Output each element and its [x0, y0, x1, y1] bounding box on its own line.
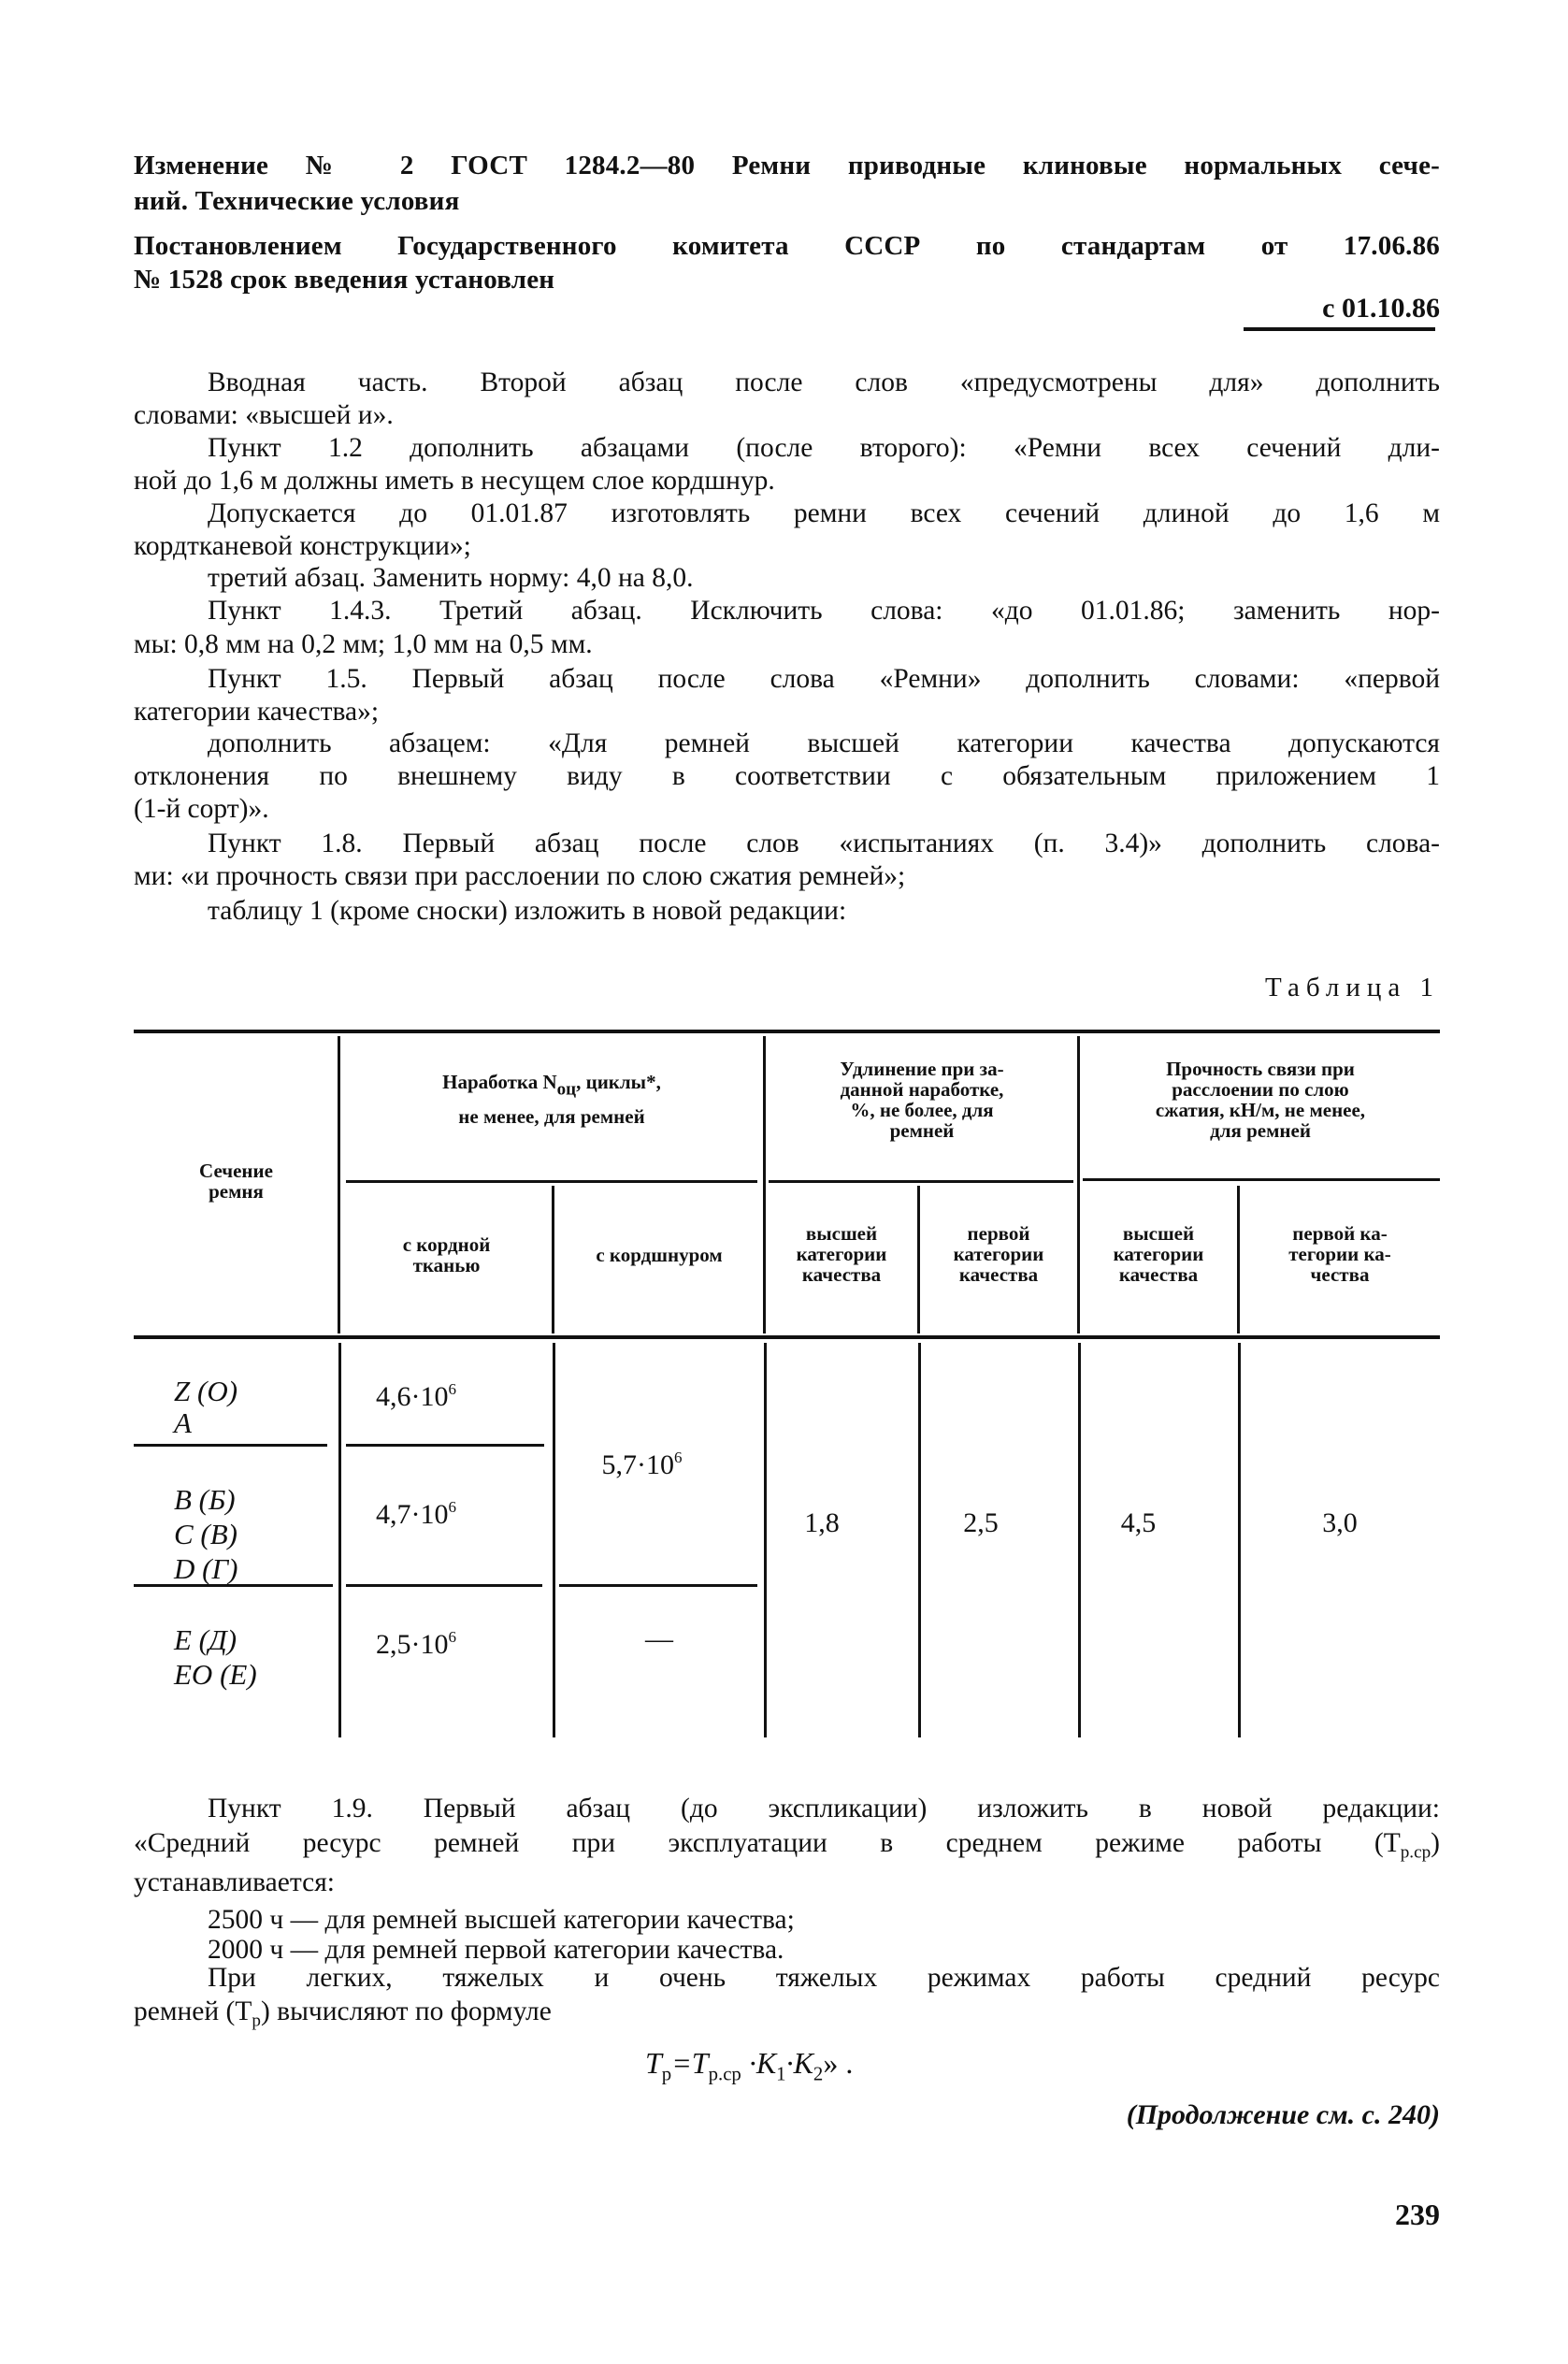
table-row-sections [174, 1622, 257, 1692]
col-line [918, 1343, 921, 1737]
header-str-highest [1080, 1223, 1237, 1285]
body-line [134, 1827, 1440, 1863]
continuation-note: (Продолжение см. с. 240) [1126, 2099, 1440, 2130]
runtime-label-sub: оц [556, 1079, 577, 1100]
body-line: Пункт 1.8. Первый абзац после слов «испытаниях (п. 3.4)» дополнить слова- [208, 829, 1440, 858]
effective-date: с 01.10.86 [1322, 293, 1440, 324]
section-label: A [174, 1406, 192, 1439]
text: ремней (T [134, 1996, 252, 2026]
decree-line2: № 1528 срок введения установлен [134, 265, 555, 295]
body-line: Пункт 1.5. Первый абзац после слова «Ремни» дополнить словами: «первой [208, 664, 1440, 694]
row-separator [346, 1584, 542, 1587]
header-str-first [1240, 1223, 1440, 1285]
header-line: высшей [805, 1222, 878, 1245]
col-line [763, 1036, 766, 1333]
decree-line1: Постановлением Государственного комитета СССР по стандартам от 17.06.86 [134, 231, 1440, 261]
str-first-value: 3,0 [1322, 1507, 1358, 1538]
value-base: 2,5·10 [376, 1629, 449, 1660]
header-line: качества [958, 1263, 1039, 1286]
formula-part: ·K [748, 2046, 777, 2080]
header-line: тканью [412, 1254, 481, 1276]
body-line: 2500 ч — для ремней высшей категории качества; [208, 1905, 795, 1935]
section-label: D (Г) [174, 1552, 238, 1585]
body-line: ной до 1,6 м должны иметь в несущем слое кордшнур. [134, 466, 775, 496]
cord-fabric-value [341, 1374, 491, 1413]
cord-cord-value-dash: — [645, 1623, 673, 1654]
header-line: чества [1310, 1263, 1370, 1286]
header-line: высшей [1122, 1222, 1195, 1245]
header-runtime-line1 [341, 1069, 762, 1103]
header-line: с кордной [402, 1233, 491, 1256]
formula-part: =T [671, 2046, 709, 2080]
section-label: B (Б) [174, 1483, 236, 1516]
value-exp: 6 [674, 1449, 683, 1466]
col-line [338, 1036, 340, 1333]
header-line: Удлинение при за- [840, 1058, 1004, 1080]
header-section-line: Сечение [199, 1160, 273, 1182]
formula-sub: р.ср [708, 2063, 741, 2085]
header-line: категории [1113, 1243, 1204, 1265]
amendment-title-line1: Изменение № 2 ГОСТ 1284.2—80 Ремни приводные клиновые нормальных сече- [134, 151, 1440, 180]
text: ) [1431, 1828, 1440, 1858]
body-line: Вводная часть. Второй абзац после слов «предусмотрены для» дополнить [208, 368, 1440, 397]
col-line [552, 1186, 554, 1333]
header-divider-strength [1083, 1178, 1440, 1181]
subscript: р.ср [1400, 1842, 1431, 1863]
header-line: качества [1118, 1263, 1199, 1286]
header-line: для ремней [1210, 1119, 1311, 1142]
col-line [553, 1343, 555, 1737]
page-number: 239 [1395, 2198, 1440, 2231]
header-line: ремней [889, 1119, 955, 1142]
header-section-line: ремня [209, 1180, 264, 1203]
header-runtime-group [341, 1069, 762, 1130]
table-row-sections [174, 1482, 237, 1586]
str-highest-value: 4,5 [1120, 1507, 1157, 1538]
body-line: кордтканевой конструкции»; [134, 531, 471, 561]
value-base: 5,7·10 [601, 1449, 674, 1480]
row-separator [559, 1584, 757, 1587]
body-line: мы: 0,8 мм на 0,2 мм; 1,0 мм на 0,5 мм. [134, 629, 593, 659]
body-line: дополнить абзацем: «Для ремней высшей категории качества допускаются [208, 728, 1440, 758]
header-line: сжатия, кН/м, не менее, [1155, 1099, 1366, 1121]
amendment-title-line2: ний. Технические условия [134, 186, 460, 216]
body-line: словами: «высшей и». [134, 400, 394, 430]
col-line [764, 1343, 767, 1737]
body-line: 2000 ч — для ремней первой категории качества. [208, 1935, 784, 1965]
header-cord-cord [555, 1245, 763, 1265]
header-runtime-line2: не менее, для ремней [458, 1104, 645, 1128]
text: ) вычисляют по формуле [260, 1996, 552, 2026]
header-strength-group [1081, 1059, 1440, 1141]
value-exp: 6 [448, 1380, 456, 1398]
header-line: расслоении по слою [1172, 1078, 1349, 1101]
header-cord-fabric [341, 1234, 552, 1276]
formula [645, 2046, 853, 2085]
section-label: EO (E) [174, 1658, 257, 1691]
header-divider-runtime [346, 1180, 757, 1183]
row-separator [134, 1444, 327, 1447]
row-separator [346, 1444, 544, 1447]
runtime-label-tail: , циклы*, [576, 1071, 661, 1093]
header-line: первой [967, 1222, 1030, 1245]
header-elong-first [920, 1223, 1077, 1285]
body-line: ми: «и прочность связи при расслоении по слою сжатия ремней»; [134, 861, 906, 891]
formula-sub: 2 [813, 2063, 824, 2085]
effective-date-underline [1244, 327, 1435, 331]
table-header-bottom-rule [134, 1335, 1440, 1339]
value-exp: 6 [448, 1498, 456, 1516]
formula-part: ·K [785, 2046, 813, 2080]
header-elongation-group [767, 1059, 1077, 1141]
section-label: Z (O) [174, 1375, 238, 1407]
header-line: категории [796, 1243, 887, 1265]
body-line [134, 1996, 1440, 2031]
header-section [136, 1160, 337, 1202]
value-exp: 6 [448, 1628, 456, 1646]
header-line: качества [801, 1263, 882, 1286]
header-line: первой ка- [1292, 1222, 1388, 1245]
header-line: данной наработке, [840, 1078, 1004, 1101]
formula-sub: р [661, 2063, 672, 2085]
col-line [1238, 1343, 1241, 1737]
formula-sub: 1 [776, 2063, 786, 2085]
formula-part: » . [823, 2046, 854, 2080]
header-line: тегории ка- [1288, 1243, 1391, 1265]
table-top-rule [134, 1030, 1440, 1033]
body-line: Допускается до 01.01.87 изготовлять ремни всех сечений длиной до 1,6 м [208, 498, 1440, 528]
runtime-label: Наработка N [442, 1071, 557, 1093]
table-title: Таблица 1 [1264, 973, 1440, 1002]
header-line: с кордшнуром [596, 1244, 723, 1266]
formula-part: T [645, 2046, 662, 2080]
body-line: Пункт 1.2 дополнить абзацами (после второго): «Ремни всех сечений дли- [208, 433, 1440, 463]
body-line: Пункт 1.4.3. Третий абзац. Исключить слова: «до 01.01.86; заменить нор- [208, 596, 1440, 626]
header-divider-elongation [769, 1180, 1073, 1183]
body-line: третий абзац. Заменить норму: 4,0 на 8,0. [208, 563, 694, 593]
body-line: категории качества»; [134, 697, 380, 727]
cord-fabric-value [341, 1622, 491, 1661]
section-label: C (В) [174, 1518, 238, 1550]
col-line [1078, 1343, 1081, 1737]
value-base: 4,7·10 [376, 1499, 449, 1530]
col-line [1077, 1036, 1080, 1333]
header-line: %, не более, для [850, 1099, 994, 1121]
subscript: р [252, 2011, 261, 2031]
body-line: Пункт 1.9. Первый абзац (до экспликации) изложить в новой редакции: [208, 1794, 1440, 1823]
body-line: (1-й сорт)». [134, 794, 269, 824]
elong-highest-value: 1,8 [804, 1507, 840, 1538]
elong-first-value: 2,5 [963, 1507, 999, 1538]
body-line: отклонения по внешнему виду в соответствии с обязательным приложением 1 [134, 761, 1440, 791]
table-row-sections [174, 1374, 237, 1440]
header-elong-highest [766, 1223, 917, 1285]
header-line: Прочность связи при [1166, 1058, 1355, 1080]
header-line: категории [953, 1243, 1044, 1265]
cord-cord-value-merged [555, 1442, 728, 1481]
value-base: 4,6·10 [376, 1381, 449, 1412]
section-label: E (Д) [174, 1623, 237, 1656]
body-line: устанавливается: [134, 1867, 335, 1897]
text: «Средний ресурс ремней при эксплуатации в среднем режиме работы (T [134, 1828, 1401, 1858]
cord-fabric-value [341, 1492, 491, 1531]
body-line: таблицу 1 (кроме сноски) изложить в новой редакции: [208, 896, 847, 926]
body-line: При легких, тяжелых и очень тяжелых режимах работы средний ресурс [208, 1963, 1440, 1993]
